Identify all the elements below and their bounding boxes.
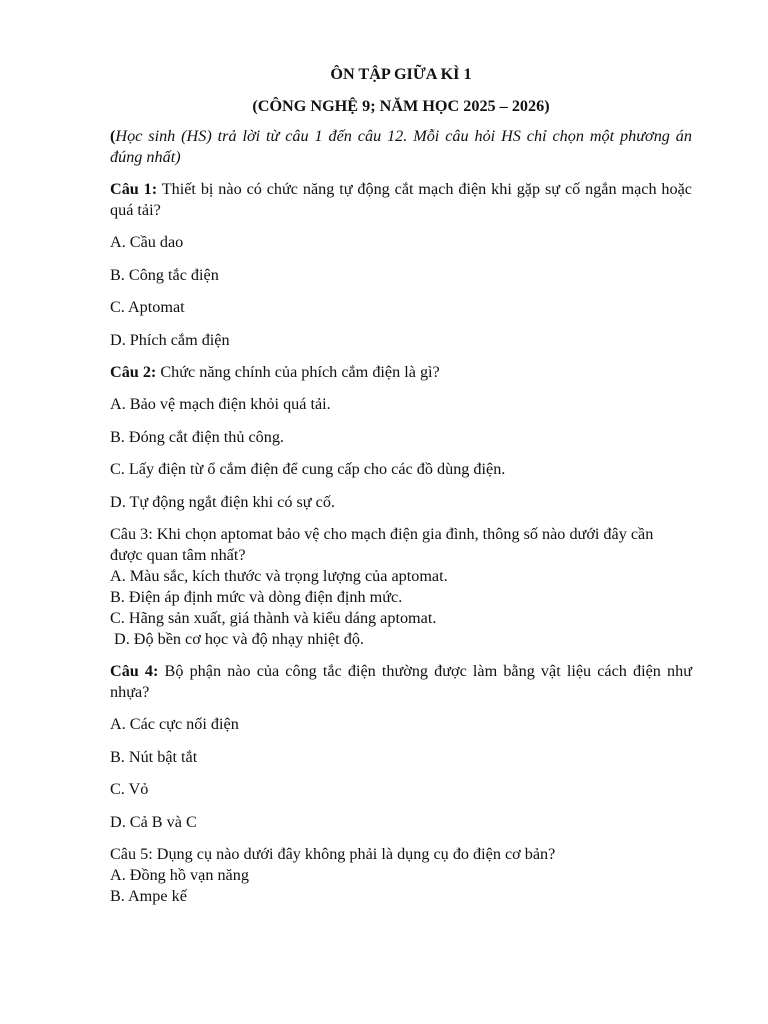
document-page <box>110 64 692 907</box>
option-3a: A. Màu sắc, kích thước và trọng lượng của aptomat. <box>110 567 448 585</box>
option-3b: B. Điện áp định mức và dòng điện định mức. <box>110 588 403 606</box>
question-label: Câu 4: <box>110 662 159 680</box>
option-3d: D. Độ bền cơ học và độ nhạy nhiệt độ. <box>114 630 364 648</box>
option-1b: B. Công tắc điện <box>110 265 219 284</box>
option-2b: B. Đóng cắt điện thủ công. <box>110 427 284 446</box>
instructions <box>110 126 692 168</box>
question-3-block <box>110 524 692 650</box>
question-text: Thiết bị nào có chức năng tự động cắt mạch điện khi gặp sự cố ngắn mạch hoặc quá tải? <box>110 180 692 219</box>
question-label: Câu 5: <box>110 845 153 863</box>
option-4a: A. Các cực nối điện <box>110 715 239 733</box>
option-1a: A. Cầu dao <box>110 233 184 251</box>
question-2 <box>110 362 692 383</box>
instructions-open-paren: ( <box>110 127 116 145</box>
question-label: Câu 2: <box>110 363 157 381</box>
question-label: Câu 1: <box>110 180 158 198</box>
option-1d: D. Phích cắm điện <box>110 330 230 349</box>
document-title: ÔN TẬP GIỮA KÌ 1 <box>330 65 472 83</box>
question-1 <box>110 179 692 221</box>
question-text: Bộ phận nào của công tắc điện thường được làm bằng vật liệu cách điện như nhựa? <box>110 662 692 701</box>
option-3c: C. Hãng sản xuất, giá thành và kiểu dáng aptomat. <box>110 609 437 627</box>
question-text-line-1: Khi chọn aptomat bảo vệ cho mạch điện gia đình, thông số nào dưới đây cần <box>152 525 654 543</box>
option-4c: C. Vỏ <box>110 780 149 798</box>
option-5a: A. Đồng hồ vạn năng <box>110 866 249 884</box>
question-label: Câu 3: <box>110 525 153 543</box>
instructions-text: Học sinh (HS) trả lời từ câu 1 đến câu 12. Mỗi câu hỏi HS chỉ chọn một phương án đúng nhất) <box>110 127 692 166</box>
question-4 <box>110 661 692 703</box>
option-1c: C. Aptomat <box>110 298 185 316</box>
option-2c: C. Lấy điện từ ổ cắm điện để cung cấp cho các đồ dùng điện. <box>110 460 506 478</box>
option-2d: D. Tự động ngắt điện khi có sự cố. <box>110 492 335 511</box>
option-4b: B. Nút bật tắt <box>110 747 198 766</box>
option-5b: B. Ampe kế <box>110 887 187 905</box>
document-subtitle: (CÔNG NGHỆ 9; NĂM HỌC 2025 – 2026) <box>252 97 550 115</box>
option-4d: D. Cả B và C <box>110 812 197 831</box>
option-2a: A. Bảo vệ mạch điện khỏi quá tải. <box>110 395 331 413</box>
question-5 <box>110 844 692 865</box>
question-5-block <box>110 844 692 907</box>
question-text: Dụng cụ nào dưới đây không phải là dụng cụ đo điện cơ bản? <box>152 845 556 863</box>
question-text-line-2: được quan tâm nhất? <box>110 546 246 564</box>
question-text: Chức năng chính của phích cắm điện là gì? <box>156 363 440 381</box>
question-3 <box>110 524 692 545</box>
